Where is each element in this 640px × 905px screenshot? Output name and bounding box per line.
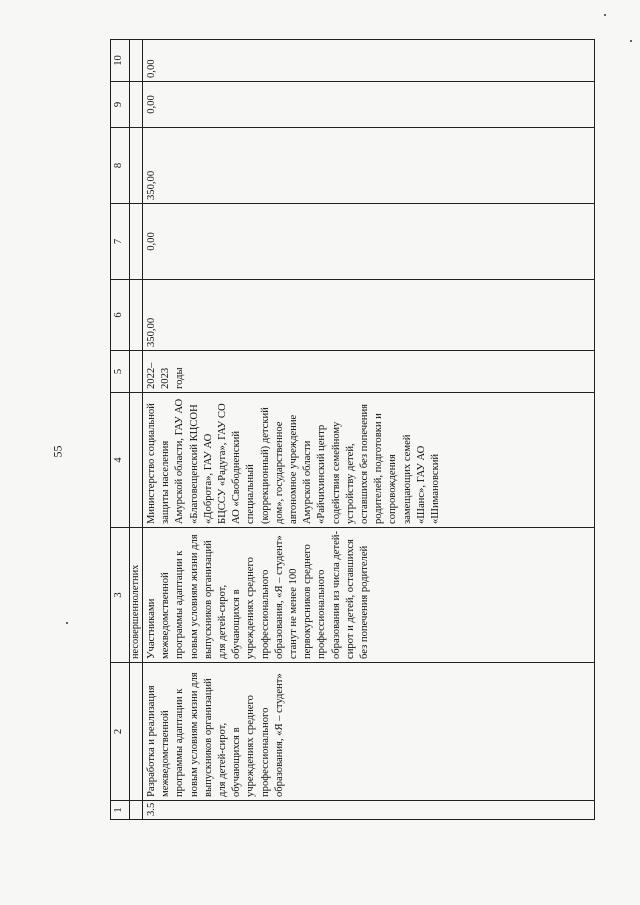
scan-speck bbox=[66, 622, 68, 624]
continuation-row bbox=[130, 40, 143, 820]
continuation-text: несовершеннолетних bbox=[130, 528, 143, 663]
header-col-10: 10 bbox=[111, 40, 130, 82]
value-col-8: 350,00 bbox=[143, 128, 595, 204]
page-number: 55 bbox=[50, 445, 65, 458]
rotated-table-container bbox=[110, 40, 595, 820]
value-col-6: 350,00 bbox=[143, 280, 595, 351]
expected-result: Участниками межведомственной программы адаптации к новым условиям жизни для выпускников организаций для детей-сирот, обучающихся в учреждениях среднего профессионального образования, «Я – студент» станут не менее 100 первокурсников среднего профессионального образования из числа детей-сирот и детей, оставшихся без попечения родителей bbox=[143, 528, 595, 663]
header-number-row bbox=[111, 40, 130, 820]
header-col-4: 4 bbox=[111, 393, 130, 528]
value-col-10: 0,00 bbox=[143, 40, 595, 82]
executors: Министерство социальной защиты населения Амурской области, ГАУ АО «Благовещенский КЦСОН «Доброта», ГАУ АО БЦССУ «Радуга», ГАУ СО АО «Свободненский специальный (коррекционный) детский дом», государственное автономное учреждение Амурской области «Райчихинский центр содействия семейному устройству детей, оставшихся без попечения родителей, подготовки и сопровождения замещающих семей «Шанс», ГАУ АО «Шимановский bbox=[143, 393, 595, 528]
header-col-7: 7 bbox=[111, 204, 130, 280]
table-row bbox=[143, 40, 595, 820]
header-col-9: 9 bbox=[111, 82, 130, 128]
scan-speck bbox=[604, 14, 606, 16]
item-number: 3.5 bbox=[143, 801, 595, 820]
program-table bbox=[110, 39, 595, 820]
value-col-9: 0,00 bbox=[143, 82, 595, 128]
scan-speck bbox=[630, 40, 632, 42]
header-col-6: 6 bbox=[111, 280, 130, 351]
header-col-1: 1 bbox=[111, 801, 130, 820]
period: 2022–2023 годы bbox=[143, 351, 595, 393]
activity-name: Разработка и реализация межведомственной программы адаптации к новым условиям жизни для выпускников организаций для детей-сирот, обучающихся в учреждениях среднего профессионального образования, «Я – студент» bbox=[143, 663, 595, 801]
header-col-2: 2 bbox=[111, 663, 130, 801]
header-col-5: 5 bbox=[111, 351, 130, 393]
value-col-7: 0,00 bbox=[143, 204, 595, 280]
header-col-3: 3 bbox=[111, 528, 130, 663]
header-col-8: 8 bbox=[111, 128, 130, 204]
